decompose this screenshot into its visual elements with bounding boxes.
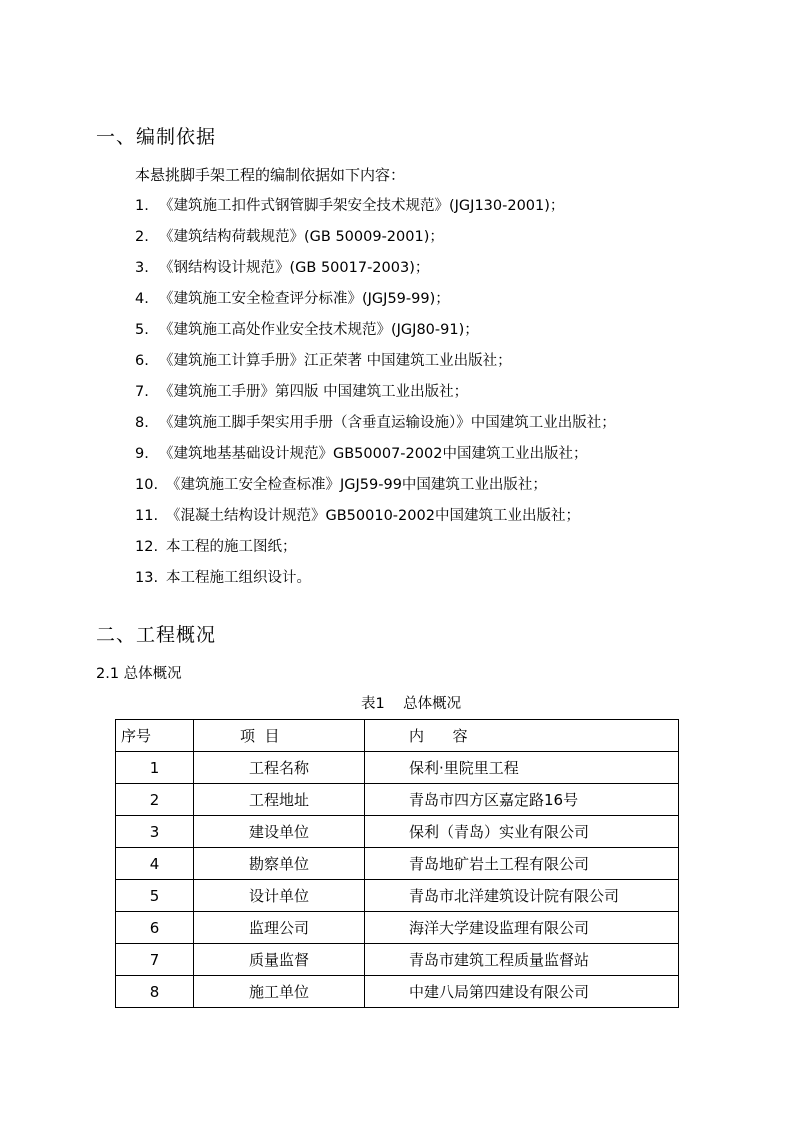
- header-cell-content: 内 容: [365, 720, 679, 752]
- cell-content: 海洋大学建设监理有限公司: [365, 912, 679, 944]
- item-text: 《建筑施工安全检查标准》JGJ59-99中国建筑工业出版社；: [166, 477, 547, 493]
- cell-index: 3: [116, 816, 194, 848]
- item-text: 《建筑施工高处作业安全技术规范》(JGJ80-91)；: [159, 322, 479, 338]
- list-item: [135, 258, 616, 289]
- cell-index: 6: [116, 912, 194, 944]
- cell-item: 工程地址: [194, 784, 365, 816]
- item-number: 5.: [135, 322, 149, 338]
- overview-table: [115, 719, 679, 1008]
- item-text: 《建筑施工扣件式钢管脚手架安全技术规范》(JGJ130-2001)；: [159, 198, 565, 214]
- item-text: 《钢结构设计规范》(GB 50017-2003)；: [159, 260, 430, 276]
- item-text: 《建筑地基基础设计规范》GB50007-2002中国建筑工业出版社；: [159, 446, 588, 462]
- cell-content: 保利·里院里工程: [365, 752, 679, 784]
- list-item: [135, 506, 616, 537]
- cell-content: 青岛市四方区嘉定路16号: [365, 784, 679, 816]
- item-text: 《建筑施工安全检查评分标准》(JGJ59-99)；: [159, 291, 450, 307]
- cell-content: 青岛市建筑工程质量监督站: [365, 944, 679, 976]
- item-text: 《建筑施工手册》第四版 中国建筑工业出版社；: [159, 384, 469, 400]
- section-heading-basis: 一、编制依据: [96, 126, 217, 148]
- list-item: [135, 568, 616, 599]
- table-row: [116, 784, 679, 816]
- header-cell-item: 项 目: [194, 720, 365, 752]
- item-number: 9.: [135, 446, 149, 462]
- cell-index: 4: [116, 848, 194, 880]
- table-row: [116, 944, 679, 976]
- cell-item: 建设单位: [194, 816, 365, 848]
- item-number: 2.: [135, 229, 149, 245]
- item-text: 《建筑施工脚手架实用手册（含垂直运输设施）》中国建筑工业出版社；: [159, 415, 616, 431]
- cell-item: 监理公司: [194, 912, 365, 944]
- list-item: [135, 351, 616, 382]
- cell-item: 施工单位: [194, 976, 365, 1008]
- cell-item: 质量监督: [194, 944, 365, 976]
- table-row: [116, 976, 679, 1008]
- table-header-row: [116, 720, 679, 752]
- cell-index: 7: [116, 944, 194, 976]
- cell-index: 8: [116, 976, 194, 1008]
- table-caption: 表1 总体概况: [361, 696, 462, 712]
- table-row: [116, 848, 679, 880]
- header-cell-index: 序号: [116, 720, 194, 752]
- cell-content: 保利（青岛）实业有限公司: [365, 816, 679, 848]
- item-number: 6.: [135, 353, 149, 369]
- reference-list: [135, 196, 616, 599]
- intro-paragraph: 本悬挑脚手架工程的编制依据如下内容：: [135, 166, 406, 184]
- item-number: 12.: [135, 539, 159, 555]
- item-number: 4.: [135, 291, 149, 307]
- item-text: 《建筑施工计算手册》江正荣著 中国建筑工业出版社；: [159, 353, 512, 369]
- cell-item: 工程名称: [194, 752, 365, 784]
- section-heading-overview: 二、工程概况: [96, 624, 217, 646]
- table-row: [116, 816, 679, 848]
- cell-index: 1: [116, 752, 194, 784]
- item-number: 7.: [135, 384, 149, 400]
- item-text: 本工程施工组织设计。: [166, 570, 311, 586]
- item-text: 《建筑结构荷载规范》(GB 50009-2001)；: [159, 229, 444, 245]
- item-text: 《混凝土结构设计规范》GB50010-2002中国建筑工业出版社；: [166, 508, 580, 524]
- list-item: [135, 382, 616, 413]
- table-row: [116, 880, 679, 912]
- list-item: [135, 320, 616, 351]
- item-number: 8.: [135, 415, 149, 431]
- item-text: 本工程的施工图纸；: [166, 539, 297, 555]
- list-item: [135, 227, 616, 258]
- item-number: 11.: [135, 508, 159, 524]
- list-item: [135, 196, 616, 227]
- cell-content: 中建八局第四建设有限公司: [365, 976, 679, 1008]
- item-number: 10.: [135, 477, 159, 493]
- cell-index: 5: [116, 880, 194, 912]
- cell-content: 青岛地矿岩土工程有限公司: [365, 848, 679, 880]
- table-row: [116, 752, 679, 784]
- list-item: [135, 413, 616, 444]
- subsection-heading: 2.1 总体概况: [96, 666, 182, 682]
- list-item: [135, 289, 616, 320]
- list-item: [135, 475, 616, 506]
- item-number: 1.: [135, 198, 149, 214]
- cell-index: 2: [116, 784, 194, 816]
- list-item: [135, 444, 616, 475]
- item-number: 13.: [135, 570, 159, 586]
- cell-item: 勘察单位: [194, 848, 365, 880]
- item-number: 3.: [135, 260, 149, 276]
- cell-item: 设计单位: [194, 880, 365, 912]
- cell-content: 青岛市北洋建筑设计院有限公司: [365, 880, 679, 912]
- table-row: [116, 912, 679, 944]
- list-item: [135, 537, 616, 568]
